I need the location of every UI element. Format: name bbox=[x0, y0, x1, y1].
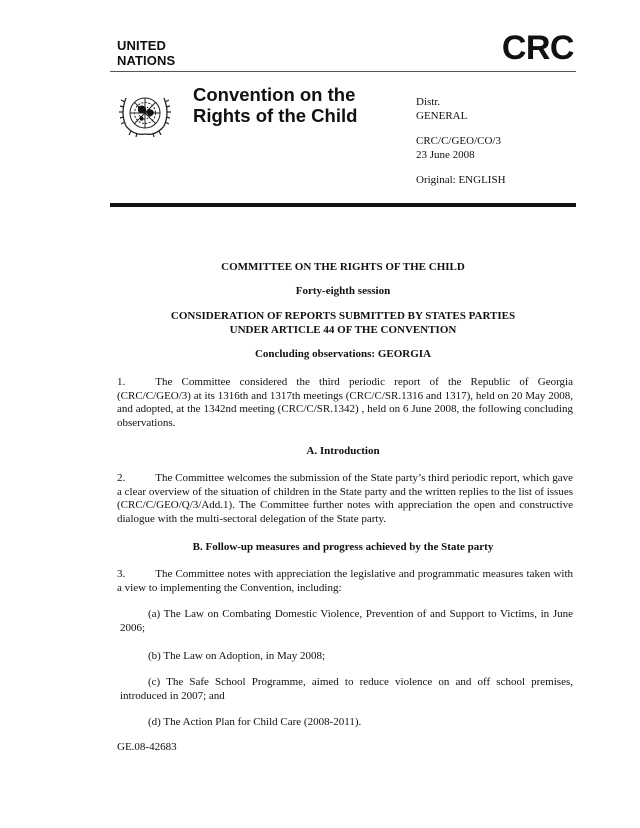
committee-heading: COMMITTEE ON THE RIGHTS OF THE CHILD bbox=[221, 261, 465, 273]
paragraph-number: 1. bbox=[117, 376, 126, 388]
section-heading-follow-up: B. Follow-up measures and progress achieved by the State party bbox=[192, 541, 494, 553]
document-symbol: CRC/C/GEO/CO/3 bbox=[416, 135, 501, 147]
list-item-a: (a) The Law on Combating Domestic Violence, Prevention of and Support to Victims, in June 2006; bbox=[120, 608, 573, 634]
section-heading-introduction: A. Introduction bbox=[306, 445, 380, 457]
list-item-b: (b) The Law on Adoption, in May 2008; bbox=[148, 650, 325, 662]
paragraph-text: The Committee considered the third periodic report of the Republic of Georgia (CRC/C/GEO/3) at its 1316th and 1317th meetings (CRC/C/SR.1316 and 1317), held on 20 May 2008, and adopted, at the 1342nd meeting (CRC/C/SR.1342) , held on 6 June 2008, the following concluding observations. bbox=[117, 376, 573, 430]
paragraph-text: The Committee notes with appreciation the legislative and programmatic measures taken with a view to implementing the Convention, including: bbox=[117, 568, 573, 594]
organization-name bbox=[117, 38, 175, 68]
document-date: 23 June 2008 bbox=[416, 149, 475, 161]
consideration-heading bbox=[110, 310, 576, 337]
convention-title bbox=[193, 84, 357, 126]
un-emblem-icon bbox=[116, 86, 174, 144]
job-number: GE.08-42683 bbox=[117, 741, 177, 753]
org-line-1: UNITED bbox=[117, 38, 166, 53]
document-series-symbol: CRC bbox=[501, 29, 574, 67]
distribution-block bbox=[416, 95, 506, 187]
paragraph-1 bbox=[117, 376, 573, 431]
distribution-label: Distr. bbox=[416, 96, 441, 108]
paragraph-2 bbox=[117, 472, 573, 527]
paragraph-text: The Committee welcomes the submission of the State party’s third periodic report, which gave a clear overview of the situation of children in the State party and the written replies to the list of issues (CRC/C/GEO/Q/3/Add.1). The Committee further notes with appreciation the open and constructive dialogue with the multi-sectoral delegation of the State party. bbox=[117, 472, 573, 526]
paragraph-number: 2. bbox=[117, 472, 126, 484]
org-line-2: NATIONS bbox=[117, 53, 176, 68]
heading-rule bbox=[110, 203, 576, 207]
list-item-d: (d) The Action Plan for Child Care (2008-2011). bbox=[148, 716, 362, 728]
paragraph-number: 3. bbox=[117, 568, 126, 580]
consideration-heading-line-1: CONSIDERATION OF REPORTS SUBMITTED BY STATES PARTIES bbox=[170, 310, 516, 322]
header-divider bbox=[110, 71, 576, 72]
consideration-heading-line-2: UNDER ARTICLE 44 OF THE CONVENTION bbox=[229, 323, 457, 336]
convention-title-line-1: Convention on the bbox=[193, 84, 356, 105]
original-language: Original: ENGLISH bbox=[416, 174, 506, 186]
session-heading: Forty-eighth session bbox=[295, 285, 391, 297]
concluding-observations-heading: Concluding observations: GEORGIA bbox=[254, 348, 432, 360]
distribution-type: GENERAL bbox=[416, 110, 468, 122]
list-item-c: (c) The Safe School Programme, aimed to reduce violence on and off school premises, introduced in 2007; and bbox=[120, 676, 573, 702]
paragraph-3 bbox=[117, 568, 573, 595]
convention-title-line-2: Rights of the Child bbox=[193, 105, 358, 126]
